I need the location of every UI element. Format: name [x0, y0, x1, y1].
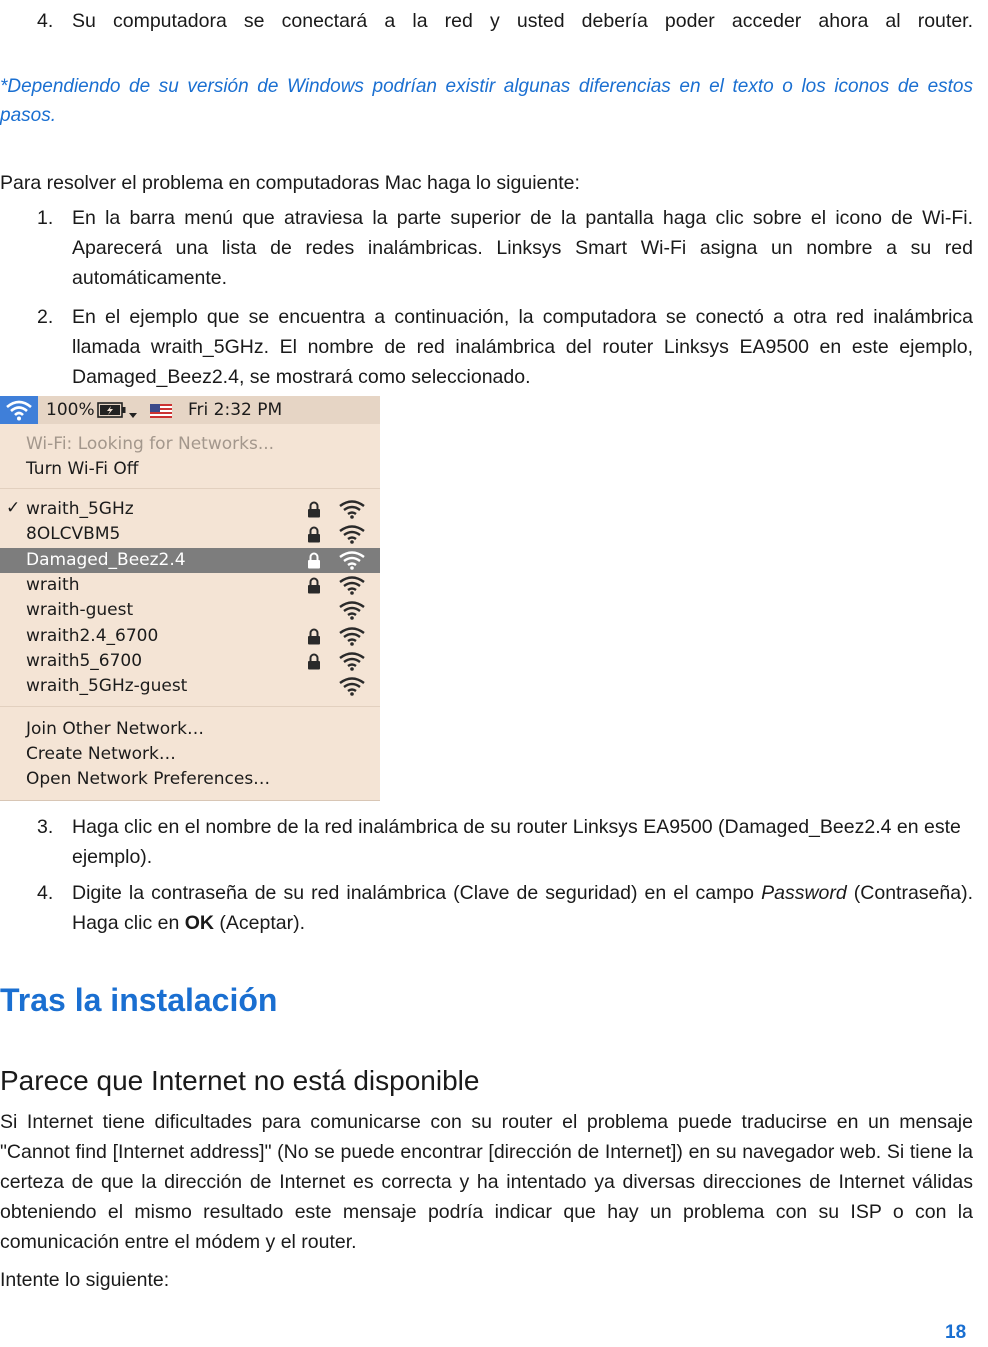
- subsection-heading: Parece que Internet no está disponible: [0, 1065, 480, 1096]
- network-item[interactable]: [0, 522, 380, 547]
- network-name: wraith5_6700: [26, 650, 143, 671]
- menu-bar: [0, 396, 380, 424]
- lock-icon: [307, 501, 321, 518]
- turn-wifi-off-item[interactable]: Turn Wi-Fi Off: [26, 459, 139, 479]
- wifi-signal-icon: [338, 524, 366, 544]
- lock-icon: [307, 577, 321, 594]
- wifi-menu-screenshot: [0, 396, 380, 801]
- wifi-signal-icon: [338, 676, 366, 696]
- step-text: [72, 878, 973, 938]
- network-name: wraith_5GHz: [26, 499, 134, 519]
- step-text-part: Digite la contraseña de su red inalámbrica (Clave de seguridad) en el campo: [72, 882, 762, 904]
- step-number: 4.: [37, 882, 54, 904]
- try-following: Intente lo siguiente:: [0, 1269, 170, 1291]
- lock-icon: [307, 526, 321, 543]
- wifi-status: Wi-Fi: Looking for Networks...: [26, 434, 275, 454]
- network-name: Damaged_Beez2.4: [26, 549, 186, 570]
- step-text-part: (Contraseña). Haga clic en: [72, 882, 974, 934]
- step-4-top: [0, 6, 973, 36]
- step-number: 1.: [37, 207, 54, 229]
- step-2: [0, 302, 973, 392]
- step-text: Su computadora se conectará a la red y usted debería poder acceder ahora al router.: [72, 10, 973, 32]
- network-name: wraith-guest: [26, 600, 134, 621]
- wifi-signal-icon: [338, 550, 366, 570]
- step-number: 2.: [37, 306, 54, 328]
- network-item[interactable]: [0, 649, 380, 674]
- step-text: En la barra menú que atraviesa la parte superior de la pantalla haga clic sobre el icono de Wi-Fi. Aparecerá una lista de redes inalámbricas. Linksys Smart Wi-Fi asigna un nombre a su red automáticamente.: [72, 207, 973, 289]
- network-item[interactable]: [0, 573, 380, 598]
- network-item[interactable]: [0, 497, 380, 522]
- body-paragraph: Si Internet tiene dificultades para comunicarse con su router el problema puede traducirse en un mensaje "Cannot find [Internet address]" (No se puede encontrar [dirección de Internet]) en su navegador web. Si tiene la certeza de que la dirección de Internet es correcta y ha intentado ya diversas direcciones de Internet válidas obteniendo el mismo resultado este mensaje podría indicar que hay un problema con su ISP o con la comunicación entre el módem y el router.: [0, 1111, 973, 1253]
- network-name: wraith2.4_6700: [26, 625, 159, 646]
- flag-icon[interactable]: [150, 403, 172, 423]
- checkmark-icon: ✓: [6, 498, 21, 518]
- lock-icon: [307, 552, 321, 569]
- mac-intro: Para resolver el problema en computadoras Mac haga lo siguiente:: [0, 172, 580, 194]
- network-item[interactable]: [0, 598, 380, 623]
- lock-icon: [307, 653, 321, 670]
- step-text-part: (Aceptar).: [213, 912, 306, 934]
- create-network-item[interactable]: Create Network…: [26, 744, 176, 764]
- network-item[interactable]: [0, 674, 380, 699]
- step-text: Haga clic en el nombre de la red inalámbrica de su router Linksys EA9500 (Damaged_Beez2.4 en este ejemplo).: [72, 816, 961, 868]
- wifi-signal-icon: [338, 651, 366, 671]
- network-name: 8OLCVBM5: [26, 524, 121, 545]
- step-number: 3.: [37, 816, 54, 838]
- network-item[interactable]: [0, 624, 380, 649]
- clock[interactable]: Fri 2:32 PM: [188, 400, 283, 420]
- network-item[interactable]: [0, 548, 380, 573]
- menu-divider: [0, 706, 380, 707]
- page-number: 18: [945, 1322, 967, 1343]
- password-field-name: Password: [761, 882, 847, 904]
- step-number: 4.: [37, 10, 54, 32]
- section-heading: Tras la instalación: [0, 982, 278, 1018]
- wifi-signal-icon: [338, 626, 366, 646]
- lock-icon: [307, 628, 321, 645]
- step-text: En el ejemplo que se encuentra a continuación, la computadora se conectó a otra red inalámbrica llamada wraith_5GHz. El nombre de red inalámbrica del router Linksys EA9500 en este ejemplo, Damaged_Beez2.4, se mostrará como seleccionado.: [72, 306, 973, 388]
- battery-percent: 100%: [46, 400, 95, 420]
- step-1: [0, 203, 973, 293]
- menu-divider: [0, 488, 380, 489]
- join-other-network-item[interactable]: Join Other Network…: [26, 719, 204, 739]
- wifi-menu-icon[interactable]: [0, 396, 38, 424]
- open-network-preferences-item[interactable]: Open Network Preferences…: [26, 769, 271, 789]
- wifi-signal-icon: [338, 600, 366, 620]
- battery-icon[interactable]: [97, 402, 127, 423]
- chevron-down-icon: [128, 405, 138, 425]
- network-name: wraith_5GHz-guest: [26, 676, 188, 697]
- wifi-signal-icon: [338, 499, 366, 519]
- wifi-signal-icon: [338, 575, 366, 595]
- step-3: [0, 812, 973, 872]
- network-name: wraith: [26, 574, 80, 595]
- ok-label: OK: [184, 912, 214, 934]
- step-4: [0, 878, 973, 938]
- windows-note: *Dependiendo de su versión de Windows podrían existir algunas diferencias en el texto o los iconos de estos pasos.: [0, 76, 973, 126]
